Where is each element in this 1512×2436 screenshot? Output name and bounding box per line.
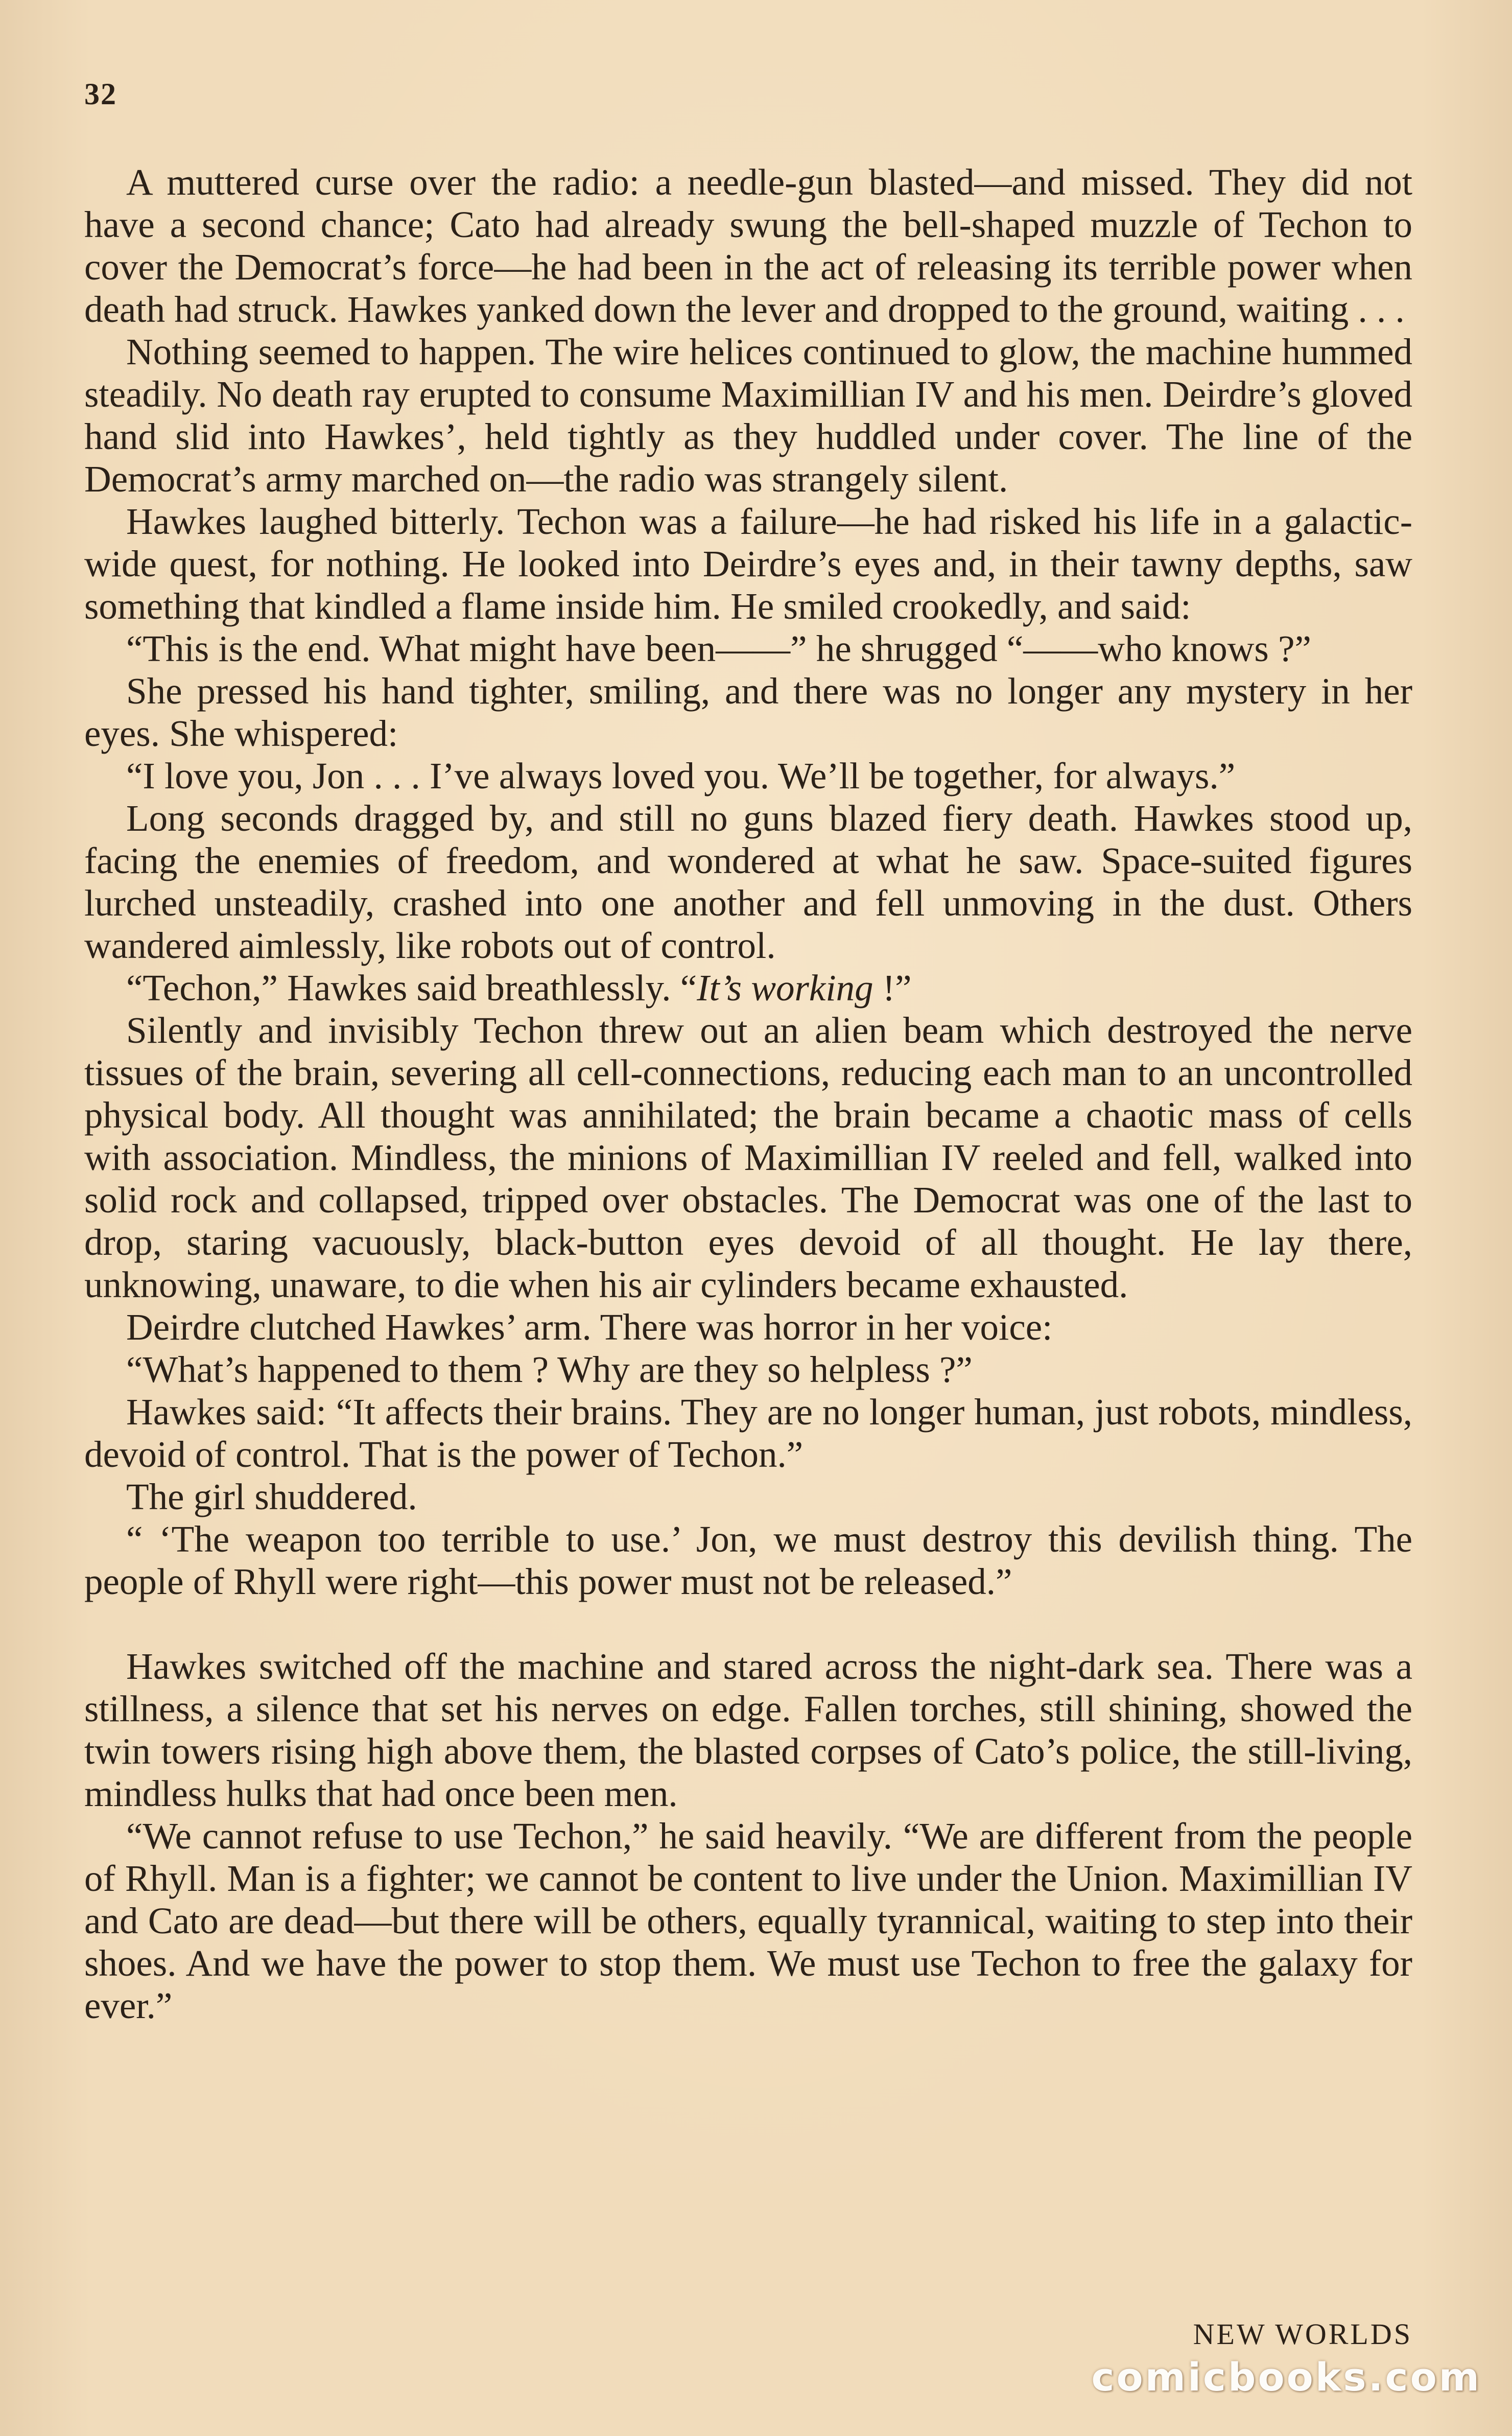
paragraph-6: “I love you, Jon . . . I’ve always loved you. We’ll be together, for always.”	[126, 755, 1236, 797]
paragraph-14: “ ‘The weapon too terrible to use.’ Jon, we must destroy this devilish thing. The people of Rhyll were right—this power must not be released.”	[84, 1518, 1412, 1602]
paragraph-4: “This is the end. What might have been——” he shrugged “——who knows ?”	[126, 628, 1311, 669]
paragraph-8-emphasis: It’s working	[697, 967, 873, 1009]
paragraph-7: Long seconds dragged by, and still no guns blazed fiery death. Hawkes stood up, facing the enemies of freedom, and wondered at what he saw. Space-suited figures lurched unsteadily, crashed into one another and fell unmoving in the dust. Others wandered aimlessly, like robots out of control.	[84, 798, 1412, 966]
paragraph-1: A muttered curse over the radio: a needle-gun blasted—and missed. They did not have a second chance; Cato had already swung the bell-shaped muzzle of Techon to cover the Democrat’s force—he had been in the act of releasing its terrible power when death had struck. Hawkes yanked down the lever and dropped to the ground, waiting . . .	[84, 161, 1412, 330]
magazine-title-footer: NEW WORLDS	[1193, 2317, 1412, 2351]
site-watermark: comicbooks.com	[1091, 2354, 1481, 2400]
paragraph-2: Nothing seemed to happen. The wire helices continued to glow, the machine hummed steadily. No death ray erupted to consume Maximillian IV and his men. Deirdre’s gloved hand slid into Hawkes’, held tightly as they huddled under cover. The line of the Democrat’s army marched on—the radio was strangely silent.	[84, 331, 1412, 500]
paragraph-10: Deirdre clutched Hawkes’ arm. There was horror in her voice:	[126, 1306, 1053, 1348]
story-text	[84, 161, 1412, 2027]
paragraph-16: “We cannot refuse to use Techon,” he said heavily. “We are different from the people of Rhyll. Man is a fighter; we cannot be content to live under the Union. Maximillian IV and Cato are dead—but there will be others, equally tyrannical, waiting to step into their shoes. And we have the power to stop them. We must use Techon to free the galaxy for ever.”	[84, 1815, 1412, 2026]
paragraph-5: She pressed his hand tighter, smiling, and there was no longer any mystery in her eyes. She whispered:	[84, 670, 1412, 754]
paragraph-11: “What’s happened to them ? Why are they so helpless ?”	[126, 1349, 973, 1390]
paragraph-15: Hawkes switched off the machine and stared across the night-dark sea. There was a stillness, a silence that set his nerves on edge. Fallen torches, still shining, showed the twin towers rising high above them, the blasted corpses of Cato’s police, the still-living, mindless hulks that had once been men.	[84, 1646, 1412, 1814]
paragraph-3: Hawkes laughed bitterly. Techon was a failure—he had risked his life in a galactic-wide quest, for nothing. He looked into Deirdre’s eyes and, in their tawny depths, saw something that kindled a flame inside him. He smiled crookedly, and said:	[84, 501, 1412, 627]
paragraph-8-after: !”	[873, 967, 912, 1009]
paragraph-8-before: “Techon,” Hawkes said breathlessly. “	[126, 967, 697, 1009]
page-number: 32	[84, 77, 117, 111]
paragraph-8	[84, 967, 1412, 1009]
paragraph-9: Silently and invisibly Techon threw out an alien beam which destroyed the nerve tissues of the brain, severing all cell-connections, reducing each man to an uncontrolled physical body. All thought was annihilated; the brain became a chaotic mass of cells with association. Mindless, the minions of Maximillian IV reeled and fell, walked into solid rock and collapsed, tripped over obstacles. The Democrat was one of the last to drop, staring vacuously, black-button eyes devoid of all thought. He lay there, unknowing, unaware, to die when his air cylinders became exhausted.	[84, 1010, 1412, 1305]
paragraph-13: The girl shuddered.	[126, 1476, 417, 1517]
paragraph-12: Hawkes said: “It affects their brains. They are no longer human, just robots, mindless, devoid of control. That is the power of Techon.”	[84, 1391, 1412, 1475]
